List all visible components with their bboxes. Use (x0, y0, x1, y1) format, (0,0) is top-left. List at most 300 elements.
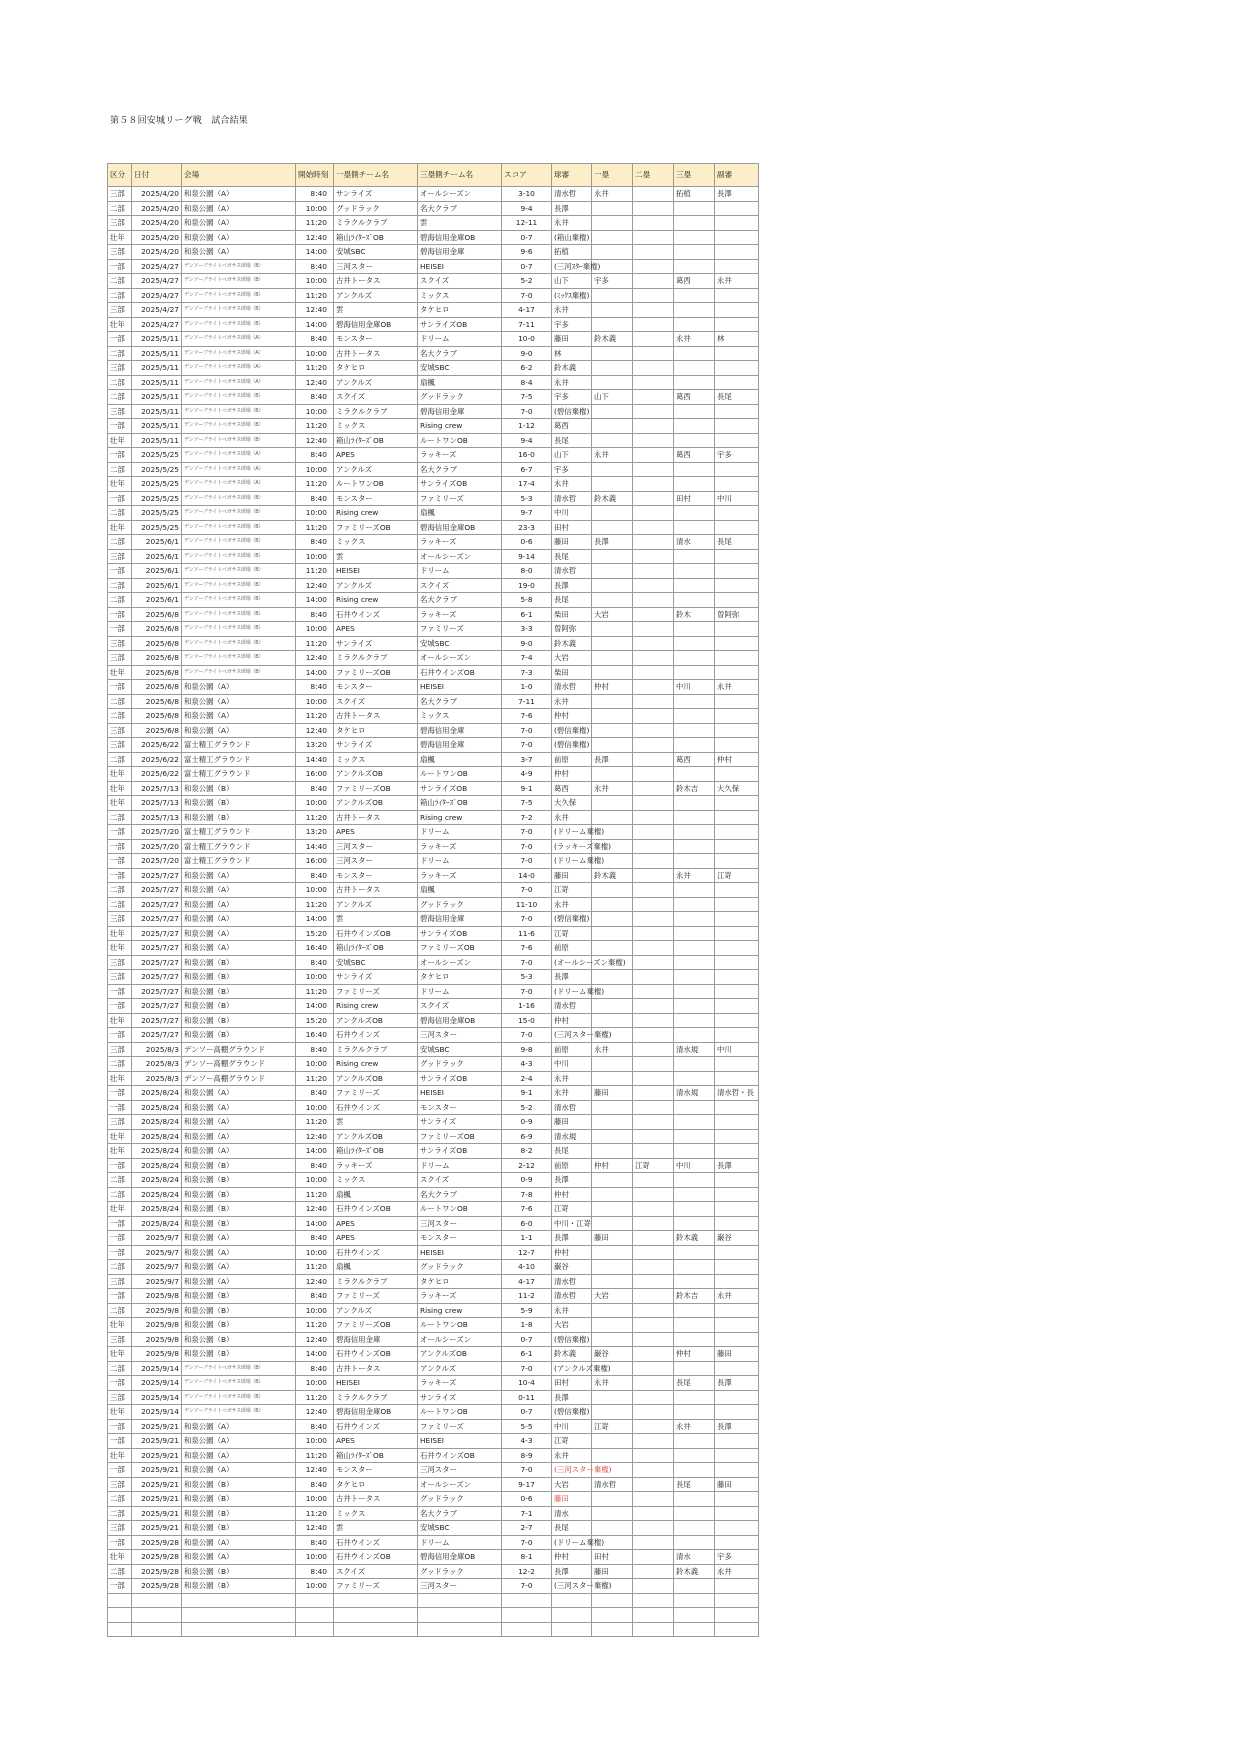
table-row (108, 1028, 759, 1043)
cell-sub-umpire (715, 1216, 759, 1231)
cell-start-time: 10:00 (296, 1173, 334, 1188)
cell-third-base-team: スクイズ (418, 274, 502, 289)
cell-third-umpire: 中川 (674, 680, 715, 695)
cell-sub-umpire (715, 636, 759, 651)
cell-third-base-team: ラッキーズ (418, 607, 502, 622)
cell-score: 10-4 (502, 1376, 552, 1391)
cell-second-umpire (633, 390, 674, 405)
cell-date: 2025/5/25 (132, 462, 182, 477)
cell-division: 壮年 (108, 1144, 132, 1159)
column-header-first-umpire: 一塁 (592, 164, 633, 187)
cell-date: 2025/5/25 (132, 491, 182, 506)
cell-start-time: 10:00 (296, 462, 334, 477)
cell-first-umpire (592, 912, 633, 927)
cell-third-base-team: サンライズOB (418, 781, 502, 796)
cell-first-base-team: モンスター (334, 1463, 418, 1478)
cell-first-base-team: 碧海信用金庫OB (334, 317, 418, 332)
cell-plate-umpire: (ドリーム棄権) (552, 854, 592, 869)
cell-first-base-team: ミラクルクラブ (334, 404, 418, 419)
cell-first-base-team: サンライズ (334, 738, 418, 753)
cell-venue: デンソーブライトペガサス球場（B） (182, 404, 296, 419)
cell-second-umpire (633, 259, 674, 274)
cell-third-umpire: 中川 (674, 1158, 715, 1173)
cell-first-umpire (592, 1100, 633, 1115)
cell-start-time: 14:00 (296, 912, 334, 927)
cell-start-time: 11:20 (296, 709, 334, 724)
cell-venue: 和泉公園（B） (182, 796, 296, 811)
cell-start-time: 10:00 (296, 1245, 334, 1260)
cell-first-umpire (592, 1245, 633, 1260)
cell-third-base-team: ファミリーズ (418, 1419, 502, 1434)
cell-venue: 和泉公園（B） (182, 810, 296, 825)
cell-start-time: 11:20 (296, 564, 334, 579)
cell-venue: 和泉公園（B） (182, 1187, 296, 1202)
cell-score: 0-7 (502, 230, 552, 245)
cell-division: 三部 (108, 216, 132, 231)
cell-third-umpire (674, 1390, 715, 1405)
cell-plate-umpire: (碧信棄権) (552, 1405, 592, 1420)
cell-score: 11-6 (502, 926, 552, 941)
cell-first-base-team: アンクルズOB (334, 1013, 418, 1028)
cell-first-base-team: ミラクルクラブ (334, 1274, 418, 1289)
cell-start-time: 10:00 (296, 549, 334, 564)
table-row (108, 1115, 759, 1130)
cell-third-base-team: 碧海信用金庫 (418, 912, 502, 927)
cell-score: 7-0 (502, 883, 552, 898)
cell-division: 三部 (108, 955, 132, 970)
cell-start-time: 11:20 (296, 1260, 334, 1275)
cell-third-umpire (674, 1057, 715, 1072)
cell-third-base-team: ルートワンOB (418, 433, 502, 448)
empty-cell (552, 1622, 592, 1637)
cell-plate-umpire: 鈴木義 (552, 361, 592, 376)
cell-sub-umpire (715, 839, 759, 854)
cell-venue: 和泉公園（B） (182, 1332, 296, 1347)
cell-date: 2025/6/8 (132, 636, 182, 651)
cell-first-umpire (592, 694, 633, 709)
cell-plate-umpire: 藤田 (552, 868, 592, 883)
cell-third-base-team: 碧海信用金庫OB (418, 230, 502, 245)
cell-second-umpire (633, 549, 674, 564)
cell-second-umpire (633, 1506, 674, 1521)
cell-first-umpire (592, 520, 633, 535)
cell-start-time: 8:40 (296, 1086, 334, 1101)
cell-second-umpire (633, 1448, 674, 1463)
table-row (108, 259, 759, 274)
empty-cell (334, 1593, 418, 1608)
cell-first-base-team: ファミリーズOB (334, 665, 418, 680)
cell-division: 一部 (108, 1419, 132, 1434)
cell-sub-umpire: 清水哲・長 (715, 1086, 759, 1101)
cell-third-base-team: サンライズ (418, 1390, 502, 1405)
cell-venue: 和泉公園（B） (182, 1202, 296, 1217)
cell-start-time: 10:00 (296, 274, 334, 289)
cell-division: 三部 (108, 738, 132, 753)
table-row (108, 477, 759, 492)
cell-first-umpire (592, 738, 633, 753)
cell-date: 2025/5/11 (132, 361, 182, 376)
cell-date: 2025/4/27 (132, 274, 182, 289)
cell-division: 一部 (108, 332, 132, 347)
cell-score: 9-6 (502, 245, 552, 260)
cell-third-base-team: 三河スター (418, 1463, 502, 1478)
cell-score: 12-11 (502, 216, 552, 231)
table-row (108, 1463, 759, 1478)
cell-third-base-team: 碧海信用金庫 (418, 723, 502, 738)
cell-division: 三部 (108, 1115, 132, 1130)
cell-first-base-team: 石井ウインズ (334, 1535, 418, 1550)
cell-score: 9-7 (502, 506, 552, 521)
cell-first-base-team: APES (334, 448, 418, 463)
table-row (108, 520, 759, 535)
cell-sub-umpire: 永井 (715, 1564, 759, 1579)
cell-first-base-team: 碧海信用金庫 (334, 1332, 418, 1347)
cell-first-umpire (592, 709, 633, 724)
table-row (108, 941, 759, 956)
cell-division: 一部 (108, 680, 132, 695)
cell-division: 壮年 (108, 477, 132, 492)
empty-cell (132, 1622, 182, 1637)
cell-start-time: 10:00 (296, 201, 334, 216)
empty-cell (334, 1622, 418, 1637)
cell-sub-umpire (715, 593, 759, 608)
cell-plate-umpire: 宇多 (552, 390, 592, 405)
cell-score: 1-8 (502, 1318, 552, 1333)
cell-score: 6-9 (502, 1129, 552, 1144)
cell-date: 2025/9/21 (132, 1506, 182, 1521)
cell-plate-umpire: 永井 (552, 216, 592, 231)
cell-score: 7-0 (502, 912, 552, 927)
table-row (108, 1086, 759, 1101)
cell-division: 壮年 (108, 433, 132, 448)
cell-start-time: 12:40 (296, 1202, 334, 1217)
cell-third-base-team: 碧海信用金庫 (418, 245, 502, 260)
cell-third-base-team: 石井ウインズOB (418, 1448, 502, 1463)
table-row (108, 303, 759, 318)
cell-division: 三部 (108, 1332, 132, 1347)
cell-date: 2025/9/14 (132, 1390, 182, 1405)
cell-venue: デンソーブライトペガサス球場（B） (182, 520, 296, 535)
cell-first-base-team: グッドラック (334, 201, 418, 216)
cell-sub-umpire: 長尾 (715, 390, 759, 405)
cell-plate-umpire: 長尾 (552, 593, 592, 608)
cell-second-umpire (633, 1564, 674, 1579)
cell-first-base-team: モンスター (334, 680, 418, 695)
cell-sub-umpire (715, 317, 759, 332)
cell-sub-umpire (715, 926, 759, 941)
cell-division: 三部 (108, 651, 132, 666)
cell-sub-umpire (715, 941, 759, 956)
cell-date: 2025/9/7 (132, 1245, 182, 1260)
cell-start-time: 14:00 (296, 593, 334, 608)
cell-venue: 和泉公園（A） (182, 883, 296, 898)
cell-division: 三部 (108, 970, 132, 985)
cell-venue: 和泉公園（A） (182, 1448, 296, 1463)
cell-division: 二部 (108, 883, 132, 898)
cell-score: 4-10 (502, 1260, 552, 1275)
cell-date: 2025/5/25 (132, 448, 182, 463)
cell-second-umpire (633, 375, 674, 390)
cell-score: 4-9 (502, 767, 552, 782)
cell-first-base-team: Rising crew (334, 999, 418, 1014)
cell-first-base-team: タケヒロ (334, 361, 418, 376)
cell-first-umpire: 大岩 (592, 1289, 633, 1304)
cell-third-base-team: アンクルズOB (418, 1347, 502, 1362)
cell-division: 一部 (108, 491, 132, 506)
cell-first-umpire (592, 970, 633, 985)
cell-sub-umpire (715, 1318, 759, 1333)
cell-start-time: 10:00 (296, 506, 334, 521)
cell-second-umpire (633, 1492, 674, 1507)
empty-cell (715, 1608, 759, 1623)
cell-first-umpire (592, 1260, 633, 1275)
cell-score: 0-6 (502, 1492, 552, 1507)
cell-start-time: 12:40 (296, 1129, 334, 1144)
cell-date: 2025/8/24 (132, 1100, 182, 1115)
cell-venue: デンソーブライトペガサス球場（B） (182, 433, 296, 448)
cell-division: 三部 (108, 187, 132, 202)
cell-third-umpire (674, 665, 715, 680)
cell-third-umpire (674, 477, 715, 492)
empty-cell (108, 1593, 132, 1608)
cell-sub-umpire: 林 (715, 332, 759, 347)
cell-first-umpire (592, 201, 633, 216)
cell-sub-umpire: 曽阿弥 (715, 607, 759, 622)
cell-venue: デンソーブライトペガサス球場（B） (182, 274, 296, 289)
cell-plate-umpire: (碧信棄権) (552, 1332, 592, 1347)
cell-third-base-team: Rising crew (418, 1303, 502, 1318)
empty-cell (502, 1593, 552, 1608)
column-header-venue: 会場 (182, 164, 296, 187)
cell-venue: デンソーブライトペガサス球場（B） (182, 506, 296, 521)
cell-start-time: 11:20 (296, 288, 334, 303)
cell-second-umpire (633, 955, 674, 970)
cell-date: 2025/9/8 (132, 1332, 182, 1347)
cell-date: 2025/5/11 (132, 404, 182, 419)
cell-division: 二部 (108, 1506, 132, 1521)
cell-first-base-team: ファミリーズ (334, 1289, 418, 1304)
cell-score: 7-1 (502, 1506, 552, 1521)
cell-third-base-team: ラッキーズ (418, 1376, 502, 1391)
cell-start-time: 14:00 (296, 1144, 334, 1159)
cell-first-base-team: APES (334, 1434, 418, 1449)
cell-score: 0-11 (502, 1390, 552, 1405)
cell-first-umpire (592, 593, 633, 608)
cell-sub-umpire (715, 1144, 759, 1159)
cell-date: 2025/6/8 (132, 680, 182, 695)
cell-third-umpire (674, 1115, 715, 1130)
cell-division: 一部 (108, 868, 132, 883)
table-row (108, 419, 759, 434)
cell-division: 二部 (108, 593, 132, 608)
cell-score: 1-16 (502, 999, 552, 1014)
cell-plate-umpire: 藤田 (552, 332, 592, 347)
cell-sub-umpire: 宇多 (715, 1550, 759, 1565)
cell-second-umpire (633, 912, 674, 927)
cell-score: 8-0 (502, 564, 552, 579)
cell-plate-umpire: 鈴木義 (552, 1347, 592, 1362)
table-row (108, 665, 759, 680)
cell-first-umpire (592, 317, 633, 332)
table-row (108, 1042, 759, 1057)
cell-plate-umpire: (碧信棄権) (552, 404, 592, 419)
cell-first-umpire (592, 1506, 633, 1521)
cell-third-base-team: タケヒロ (418, 1274, 502, 1289)
cell-division: 二部 (108, 897, 132, 912)
table-row (108, 839, 759, 854)
cell-score: 12-2 (502, 1564, 552, 1579)
cell-third-umpire (674, 796, 715, 811)
cell-first-base-team: 古井トータス (334, 810, 418, 825)
cell-start-time: 14:00 (296, 1216, 334, 1231)
cell-plate-umpire: (箱山棄権) (552, 230, 592, 245)
cell-plate-umpire: (オールシーズン棄権) (552, 955, 592, 970)
cell-venue: デンソーブライトペガサス球場（B） (182, 288, 296, 303)
cell-plate-umpire: (アンクルズ棄権) (552, 1361, 592, 1376)
cell-second-umpire (633, 781, 674, 796)
cell-score: 3-10 (502, 187, 552, 202)
cell-division: 一部 (108, 1086, 132, 1101)
cell-plate-umpire: 清水哲 (552, 680, 592, 695)
cell-division: 二部 (108, 752, 132, 767)
cell-date: 2025/6/1 (132, 593, 182, 608)
table-row (108, 694, 759, 709)
cell-date: 2025/6/8 (132, 709, 182, 724)
cell-third-umpire (674, 651, 715, 666)
cell-plate-umpire: 長澤 (552, 1564, 592, 1579)
cell-second-umpire (633, 332, 674, 347)
cell-division: 壮年 (108, 1129, 132, 1144)
cell-third-base-team: ラッキーズ (418, 839, 502, 854)
cell-third-umpire (674, 259, 715, 274)
table-row (108, 1158, 759, 1173)
cell-start-time: 10:00 (296, 694, 334, 709)
cell-second-umpire (633, 1579, 674, 1594)
table-row (108, 361, 759, 376)
table-row (108, 1376, 759, 1391)
cell-start-time: 12:40 (296, 1521, 334, 1536)
cell-first-base-team: 雲 (334, 912, 418, 927)
table-row (108, 723, 759, 738)
cell-sub-umpire (715, 825, 759, 840)
empty-cell (182, 1593, 296, 1608)
cell-third-umpire (674, 375, 715, 390)
cell-sub-umpire: 永井 (715, 274, 759, 289)
cell-plate-umpire: 永井 (552, 810, 592, 825)
cell-third-umpire: 田村 (674, 491, 715, 506)
table-row (108, 201, 759, 216)
cell-date: 2025/7/13 (132, 810, 182, 825)
table-row (108, 390, 759, 405)
empty-cell (592, 1593, 633, 1608)
cell-venue: 和泉公園（B） (182, 1013, 296, 1028)
table-row (108, 825, 759, 840)
cell-date: 2025/6/8 (132, 665, 182, 680)
cell-venue: 和泉公園（B） (182, 984, 296, 999)
cell-sub-umpire (715, 1187, 759, 1202)
cell-start-time: 11:20 (296, 1187, 334, 1202)
cell-score: 7-0 (502, 984, 552, 999)
cell-division: 三部 (108, 404, 132, 419)
cell-first-umpire (592, 926, 633, 941)
cell-second-umpire (633, 535, 674, 550)
cell-date: 2025/6/22 (132, 767, 182, 782)
cell-start-time: 11:20 (296, 1390, 334, 1405)
cell-third-base-team: サンライズOB (418, 926, 502, 941)
cell-plate-umpire: (三河スター棄権) (552, 1463, 592, 1478)
table-row (108, 868, 759, 883)
cell-second-umpire (633, 361, 674, 376)
cell-venue: デンソーブライトペガサス球場（B） (182, 390, 296, 405)
cell-sub-umpire (715, 1506, 759, 1521)
cell-plate-umpire: 柴田 (552, 607, 592, 622)
cell-venue: デンソー高棚グラウンド (182, 1057, 296, 1072)
cell-first-umpire: 大岩 (592, 607, 633, 622)
cell-venue: 和泉公園（B） (182, 1289, 296, 1304)
cell-second-umpire (633, 709, 674, 724)
cell-date: 2025/8/24 (132, 1115, 182, 1130)
cell-venue: 和泉公園（B） (182, 1318, 296, 1333)
cell-sub-umpire (715, 651, 759, 666)
cell-score: 7-0 (502, 955, 552, 970)
cell-second-umpire (633, 694, 674, 709)
cell-third-base-team: 扇楓 (418, 506, 502, 521)
page-title: 第５８回安城リーグ戦 試合結果 (110, 116, 249, 126)
cell-date: 2025/9/28 (132, 1564, 182, 1579)
cell-second-umpire (633, 1057, 674, 1072)
cell-venue: 和泉公園（A） (182, 1086, 296, 1101)
cell-division: 二部 (108, 810, 132, 825)
cell-venue: 和泉公園（B） (182, 1303, 296, 1318)
cell-venue: 和泉公園（A） (182, 1260, 296, 1275)
cell-sub-umpire: 江嵜 (715, 868, 759, 883)
cell-date: 2025/7/27 (132, 970, 182, 985)
cell-division: 一部 (108, 1535, 132, 1550)
cell-plate-umpire: 葛西 (552, 419, 592, 434)
cell-plate-umpire: 長尾 (552, 1521, 592, 1536)
cell-venue: 和泉公園（A） (182, 201, 296, 216)
cell-score: 9-4 (502, 433, 552, 448)
cell-score: 7-4 (502, 651, 552, 666)
cell-plate-umpire: 藤田 (552, 535, 592, 550)
cell-venue: デンソーブライトペガサス球場（B） (182, 1361, 296, 1376)
cell-score: 0-7 (502, 259, 552, 274)
cell-first-base-team: 石井ウインズ (334, 607, 418, 622)
cell-division: 壮年 (108, 1405, 132, 1420)
cell-date: 2025/8/24 (132, 1187, 182, 1202)
cell-division: 二部 (108, 1057, 132, 1072)
cell-second-umpire (633, 970, 674, 985)
cell-venue: 和泉公園（A） (182, 1144, 296, 1159)
table-row (108, 1057, 759, 1072)
cell-first-base-team: ファミリーズ (334, 1086, 418, 1101)
cell-venue: デンソーブライトペガサス球場（B） (182, 419, 296, 434)
cell-venue: 和泉公園（A） (182, 1115, 296, 1130)
cell-score: 3-3 (502, 622, 552, 637)
cell-sub-umpire (715, 1245, 759, 1260)
cell-plate-umpire: 藤田 (552, 1492, 592, 1507)
cell-date: 2025/7/20 (132, 839, 182, 854)
empty-cell (674, 1608, 715, 1623)
cell-sub-umpire: 長尾 (715, 535, 759, 550)
cell-venue: デンソーブライトペガサス球場（B） (182, 593, 296, 608)
cell-venue: 和泉公園（B） (182, 999, 296, 1014)
cell-start-time: 10:00 (296, 1579, 334, 1594)
cell-second-umpire (633, 230, 674, 245)
cell-venue: デンソーブライトペガサス球場（A） (182, 332, 296, 347)
cell-first-umpire (592, 578, 633, 593)
cell-second-umpire (633, 839, 674, 854)
